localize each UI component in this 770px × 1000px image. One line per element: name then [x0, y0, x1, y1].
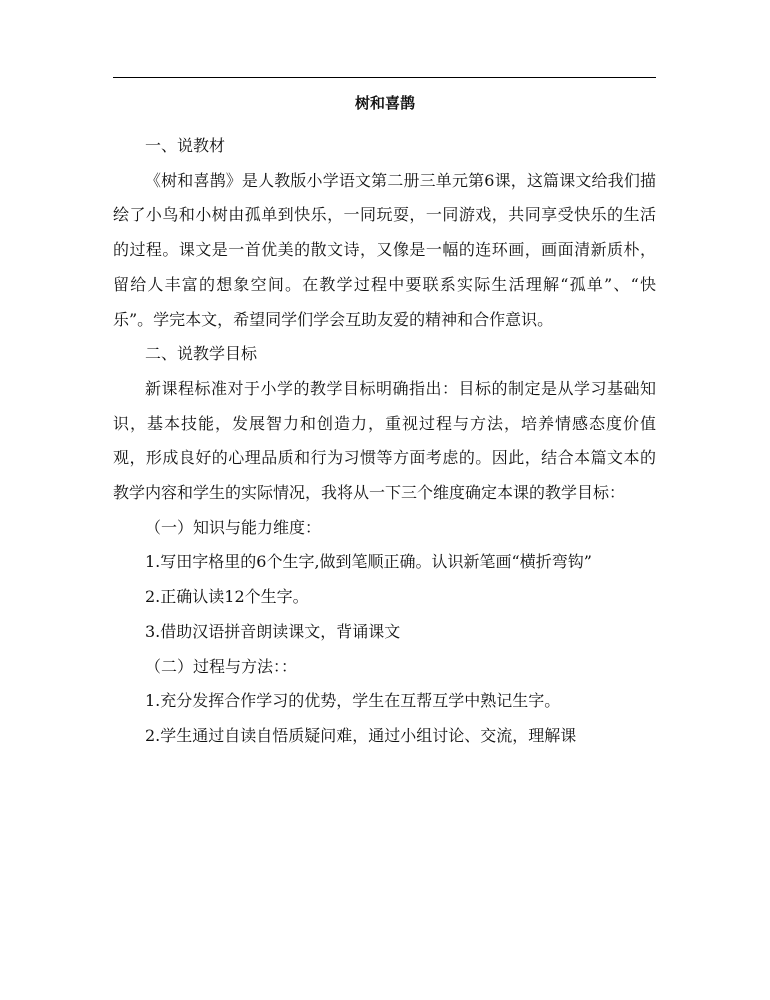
list-item-process-1: 1.充分发挥合作学习的优势，学生在互帮互学中熟记生字。 — [145, 691, 561, 711]
list-item-goal-3: 3.借助汉语拼音朗读课文，背诵课文 — [145, 621, 401, 641]
document-title: 树和喜鹊 — [354, 94, 415, 112]
paragraph-teaching-material: 《树和喜鹊》是人教版小学语文第二册三单元第6课，这篇课文给我们描绘了小鸟和小树由孤单到快乐，一同玩耍，一同游戏，共同享受快乐的生活的过程。课文是一首优美的散文诗，又像是一幅的连环画，画面清新质朴，留给人丰富的想象空间。在教学过程中要联系实际生活理解“孤单”、“快乐”。学完本文，希望同学们学会互助友爱的精神和合作意识。 — [113, 170, 656, 329]
section-heading-teaching-material: 一、说教材 — [145, 136, 226, 155]
header-rule — [113, 77, 656, 78]
subheading-process-method: （二）过程与方法：： — [145, 656, 298, 676]
list-item-goal-1: 1.写田字格里的6个生字,做到笔顺正确。认识新笔画“横折弯钩” — [145, 552, 592, 572]
list-item-goal-2: 2.正确认读12个生字。 — [145, 587, 309, 607]
list-item-process-2: 2.学生通过自读自悟质疑问难，通过小组讨论、交流，理解课 — [145, 725, 577, 745]
subheading-knowledge-ability: （一）知识与能力维度： — [145, 517, 322, 537]
section-heading-teaching-goals: 二、说教学目标 — [145, 344, 258, 364]
document-body — [113, 129, 656, 754]
paragraph-teaching-goals: 新课程标准对于小学的教学目标明确指出：目标的制定是从学习基础知识，基本技能，发展智力和创造力，重视过程与方法，培养情感态度价值观，形成良好的心理品质和行为习惯等方面考虑的。因此，结合本篇文本的教学内容和学生的实际情况，我将从一下三个维度确定本课的教学目标： — [113, 378, 656, 503]
